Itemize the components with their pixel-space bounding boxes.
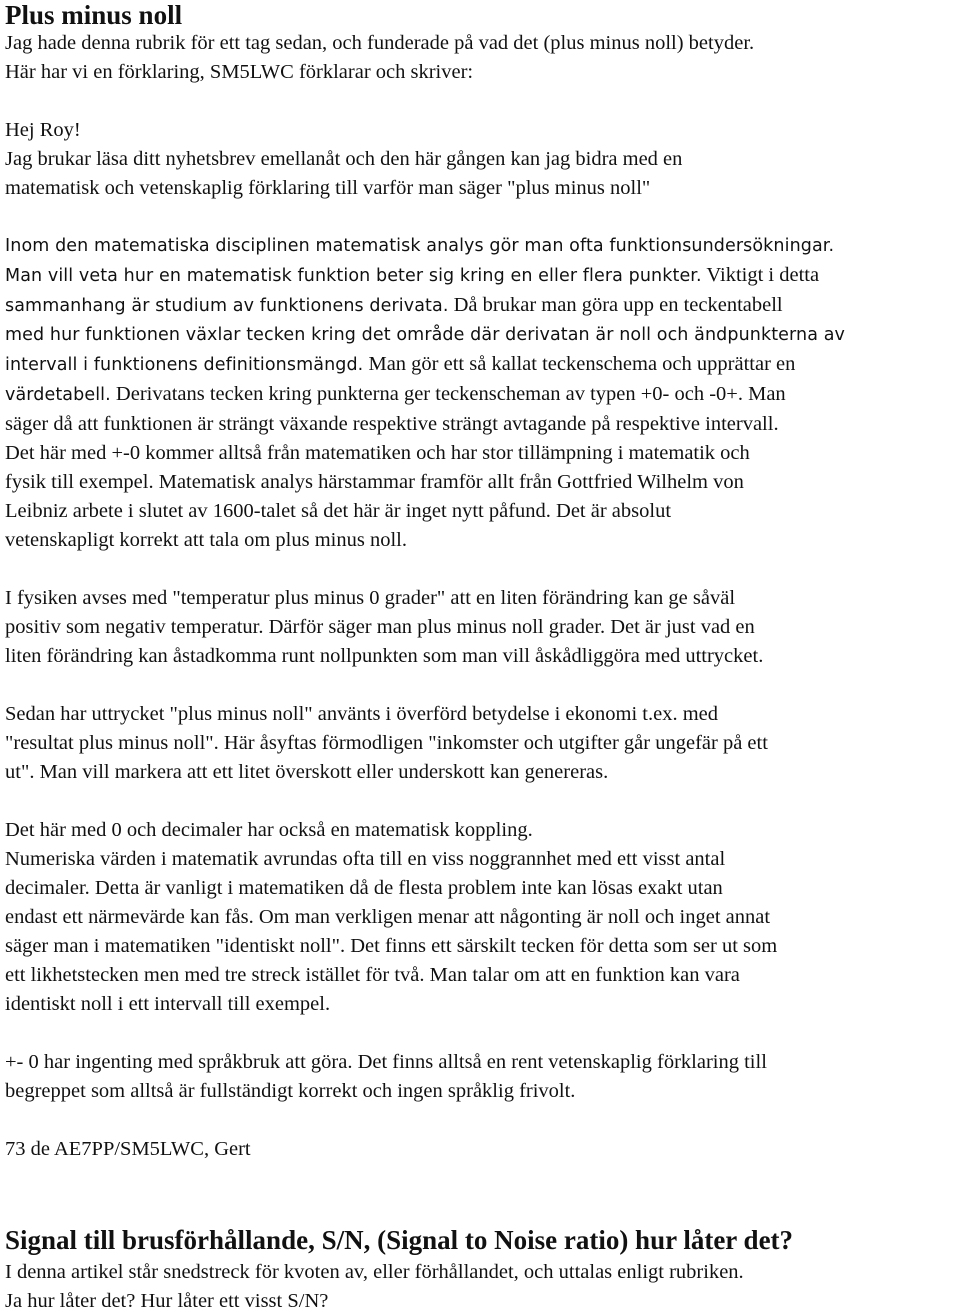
decimal-line: identiskt noll i ett intervall till exempel.	[5, 993, 331, 1015]
greeting: Hej Roy!	[5, 119, 81, 141]
intro-line: Här har vi en förklaring, SM5LWC förklarar och skriver:	[5, 61, 474, 83]
decimal-line: decimaler. Detta är vanligt i matematiken då de flesta problem inte kan lösas exakt utan	[5, 877, 723, 899]
physics-line: I fysiken avses med "temperatur plus minus 0 grader" att en liten förändring kan ge såväl	[5, 587, 736, 609]
decimal-line: Det här med 0 och decimaler har också en matematisk koppling.	[5, 819, 533, 841]
section-title-signal-to-noise: Signal till brusförhållande, S/N, (Signal to Noise ratio) hur låter det?	[5, 1225, 794, 1255]
math-line: Inom den matematiska disciplinen matematisk analys gör man ofta funktionsundersökningar.	[5, 236, 835, 256]
math-line: med hur funktionen växlar tecken kring det område där derivatan är noll och ändpunkterna av	[5, 325, 845, 345]
conclusion-line: begreppet som alltså är fullständigt korrekt och ingen språklig frivolt.	[5, 1080, 576, 1102]
economy-paragraph	[5, 700, 955, 787]
conclusion-paragraph	[5, 1048, 955, 1106]
intro-line: Jag hade denna rubrik för ett tag sedan, och funderade på vad det (plus minus noll) betyder.	[5, 32, 755, 54]
article-page	[5, 0, 955, 1312]
math-line: Man vill veta hur en matematisk funktion beter sig kring en eller flera punkter.	[5, 266, 702, 286]
sn-paragraph	[5, 1258, 744, 1316]
math-line: säger då att funktionen är strängt växande respektive strängt avtagande på respektive intervall.	[5, 413, 779, 435]
math-line: sammanhang är studium av funktionens derivata.	[5, 296, 449, 316]
sn-line: I denna artikel står snedstreck för kvoten av, eller förhållandet, och uttalas enligt rubriken.	[5, 1261, 744, 1283]
decimal-line: säger man i matematiken "identiskt noll". Det finns ett särskilt tecken för detta som ser ut som	[5, 935, 778, 957]
letter-line: Jag brukar läsa ditt nyhetsbrev emellanåt och den här gången kan jag bidra med en	[5, 148, 683, 170]
math-line: fysik till exempel. Matematisk analys härstammar framför allt från Gottfried Wilhelm von	[5, 471, 744, 493]
math-paragraph	[5, 232, 955, 555]
math-line: intervall i funktionens definitionsmängd.	[5, 355, 364, 375]
decimal-line: Numeriska värden i matematik avrundas ofta till en viss noggrannhet med ett visst antal	[5, 848, 726, 870]
economy-line: Sedan har uttrycket "plus minus noll" använts i överförd betydelse i ekonomi t.ex. med	[5, 703, 719, 725]
physics-line: positiv som negativ temperatur. Därför säger man plus minus noll grader. Det är just vad en	[5, 616, 755, 638]
conclusion-line: +- 0 har ingenting med språkbruk att göra. Det finns alltså en rent vetenskaplig förklaring till	[5, 1051, 767, 1073]
math-line: Det här med +-0 kommer alltså från matematiken och har stor tillämpning i matematik och	[5, 442, 750, 464]
physics-paragraph	[5, 584, 955, 671]
economy-line: "resultat plus minus noll". Här åsyftas förmodligen "inkomster och utgifter går ungefär på ett	[5, 732, 768, 754]
math-line-tail: Derivatans tecken kring punkterna ger teckenscheman av typen +0- och -0+. Man	[110, 383, 786, 405]
decimal-line: ett likhetstecken men med tre streck istället för två. Man talar om att en funktion kan vara	[5, 964, 740, 986]
math-line: Leibniz arbete i slutet av 1600-talet så det här är inget nytt påfund. Det är absolut	[5, 500, 672, 522]
sn-line: Ja hur låter det? Hur låter ett visst S/N?	[5, 1290, 329, 1312]
decimal-line: endast ett närmevärde kan fås. Om man verkligen menar att någonting är noll och inget annat	[5, 906, 771, 928]
economy-line: ut". Man vill markera att ett litet överskott eller underskott kan genereras.	[5, 761, 609, 783]
math-line-tail: Viktigt i detta	[701, 264, 820, 286]
math-line-tail: Då brukar man göra upp en teckentabell	[448, 294, 783, 316]
math-line: vetenskapligt korrekt att tala om plus minus noll.	[5, 529, 407, 551]
decimal-paragraph	[5, 816, 955, 1019]
signature: 73 de AE7PP/SM5LWC, Gert	[5, 1138, 251, 1160]
letter-line: matematisk och vetenskaplig förklaring till varför man säger "plus minus noll"	[5, 177, 651, 199]
letter-intro-paragraph	[5, 116, 955, 203]
intro-paragraph	[5, 29, 955, 87]
math-line: värdetabell.	[5, 385, 111, 405]
physics-line: liten förändring kan åstadkomma runt nollpunkten som man vill åskådliggöra med uttrycket.	[5, 645, 764, 667]
math-line-tail: Man gör ett så kallat teckenschema och upprättar en	[363, 353, 796, 375]
section-title-plus-minus-noll: Plus minus noll	[5, 0, 183, 30]
